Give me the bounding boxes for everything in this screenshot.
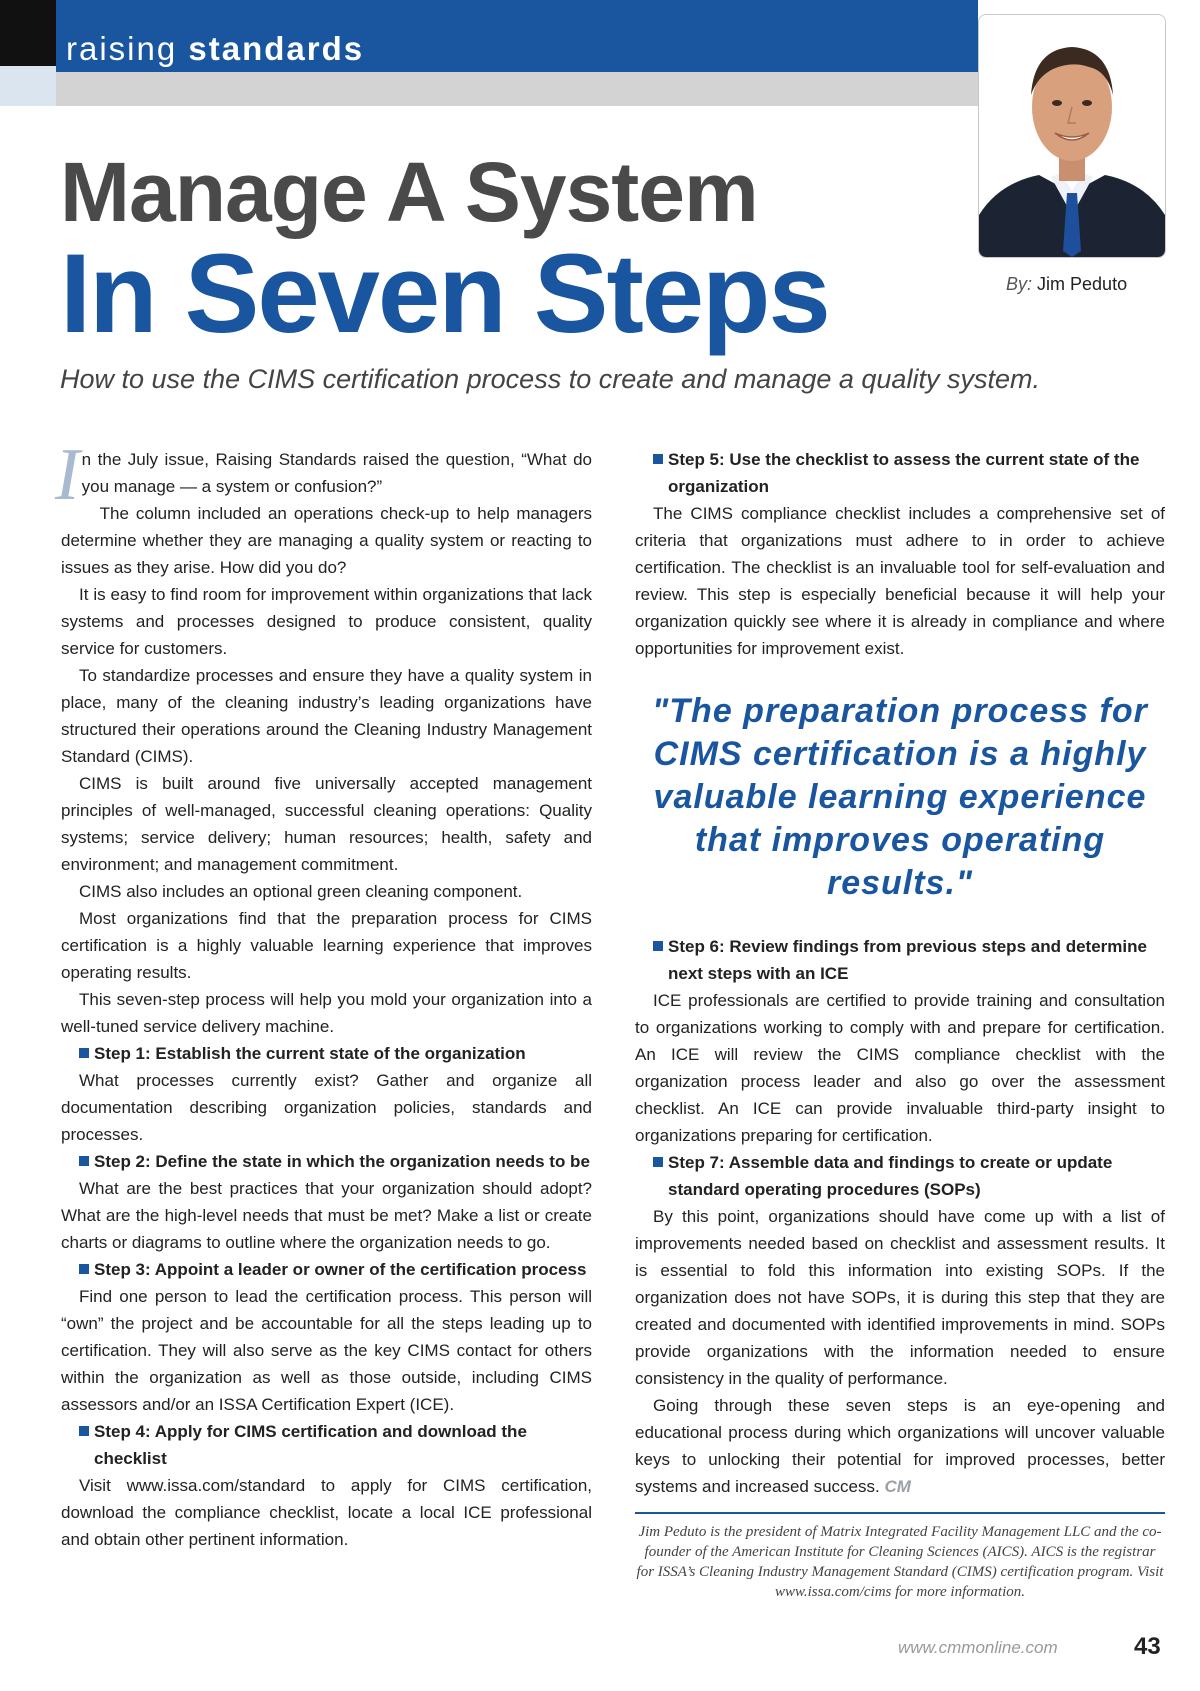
step-2-label: Step 2: Define the state in which the organization needs to be xyxy=(94,1152,590,1171)
author-photo xyxy=(978,14,1166,258)
square-bullet-icon xyxy=(653,454,663,464)
square-bullet-icon xyxy=(653,941,663,951)
article-deck: How to use the CIMS certification process to create and manage a quality system. xyxy=(60,364,1040,394)
paragraph-4: To standardize processes and ensure they have a quality system in place, many of the cleaning industry’s leading organizations have structured their operations around the Cleaning Industry Management Standard (CIMS). xyxy=(61,666,592,766)
section-label-light: raising xyxy=(66,30,178,67)
closing-paragraph xyxy=(635,1392,1165,1500)
author-portrait-image xyxy=(979,15,1165,257)
right-column xyxy=(635,446,1165,1500)
byline xyxy=(1006,274,1127,295)
paragraph-5: CIMS is built around five universally accepted management principles of well-managed, successful cleaning operations: Quality systems; service delivery; human resources; health, safety and environment; and management commitment. xyxy=(61,774,592,874)
step-4-text: Visit www.issa.com/standard to apply for CIMS certification, download the compliance checklist, locate a local ICE professional and obtain other pertinent information. xyxy=(61,1476,592,1549)
closing-text: Going through these seven steps is an eye-opening and educational process during which organizations will uncover valuable keys to unlocking their potential for improved processes, better systems and increased success. xyxy=(635,1396,1165,1496)
step-3-heading xyxy=(61,1256,592,1283)
paragraph-3: It is easy to find room for improvement within organizations that lack systems and processes designed to produce consistent, quality service for customers. xyxy=(61,585,592,658)
footer-url[interactable]: www.cmmonline.com xyxy=(898,1638,1058,1657)
byline-prefix: By: xyxy=(1006,274,1033,294)
left-column xyxy=(55,434,592,1553)
headline-line-1: Manage A System xyxy=(60,145,758,239)
square-bullet-icon xyxy=(79,1426,89,1436)
step-1-label: Step 1: Establish the current state of the organization xyxy=(94,1044,526,1063)
page-number: 43 xyxy=(1134,1633,1161,1660)
square-bullet-icon xyxy=(79,1048,89,1058)
byline-author: Jim Peduto xyxy=(1037,274,1128,294)
corner-black-tab xyxy=(0,0,56,66)
section-label-bold: standards xyxy=(188,30,365,67)
intro-text: n the July issue, Raising Standards raised the question, “What do you manage — a system or confusion?” xyxy=(81,450,592,496)
step-6-heading xyxy=(635,933,1165,987)
step-5-heading xyxy=(635,446,1165,500)
step-3-text: Find one person to lead the certification process. This person will “own” the project and be accountable for all the steps leading up to certification. They will also serve as the key CIMS contact for others within the organization as well as those outside, including CIMS assessors and/or an ISSA Certification Expert (ICE). xyxy=(61,1287,592,1414)
step-7-text: By this point, organizations should have come up with a list of improvements needed based on checklist and assessment results. It is essential to fold this information into existing SOPs. If the organization does not have SOPs, it is during this step that they are created and documented with identified improvements in mind. SOPs provide organizations with the information needed to ensure consistency in the quality of performance. xyxy=(635,1207,1165,1388)
section-label xyxy=(66,32,364,65)
step-7-heading xyxy=(635,1149,1165,1203)
step-5-label: Step 5: Use the checklist to assess the current state of the organization xyxy=(668,450,1140,496)
paragraph-6: CIMS also includes an optional green cleaning component. xyxy=(79,882,523,901)
section-header-gray-band xyxy=(56,72,978,106)
step-1-text: What processes currently exist? Gather and organize all documentation describing organization policies, standards and processes. xyxy=(61,1071,592,1144)
author-bio: Jim Peduto is the president of Matrix Integrated Facility Management LLC and the co-founder of the American Institute for Cleaning Sciences (AICS). AICS is the registrar for ISSA’s Cleaning Industry Management Standard (CIMS) certification program. Visit www.issa.com/cims for more information. xyxy=(635,1512,1165,1602)
corner-light-tab xyxy=(0,66,56,106)
step-6-text: ICE professionals are certified to provide training and consultation to organizations working to comply with and prepare for certification. An ICE will review the CIMS compliance checklist with the organization process leader and also go over the assessment checklist. An ICE can provide invaluable third-party insight to organizations preparing for certification. xyxy=(635,991,1165,1145)
drop-cap: I xyxy=(55,434,80,516)
paragraph-7: Most organizations find that the preparation process for CIMS certification is a highly valuable learning experience that improves operating results. xyxy=(61,909,592,982)
pull-quote: "The preparation process for CIMS certification is a highly valuable learning experience that improves operating results." xyxy=(652,692,1148,902)
step-2-heading xyxy=(61,1148,592,1175)
step-1-heading xyxy=(61,1040,592,1067)
square-bullet-icon xyxy=(79,1156,89,1166)
headline-line-2: In Seven Steps xyxy=(60,231,829,356)
square-bullet-icon xyxy=(79,1264,89,1274)
paragraph-2: The column included an operations check-up to help managers determine whether they are managing a quality system or reacting to issues as they arise. How did you do? xyxy=(61,504,592,577)
step-7-label: Step 7: Assemble data and findings to create or update standard operating procedures (SOPs) xyxy=(668,1153,1113,1199)
end-mark: CM xyxy=(884,1477,911,1496)
paragraph-8: This seven-step process will help you mold your organization into a well-tuned service delivery machine. xyxy=(61,990,592,1036)
step-3-label: Step 3: Appoint a leader or owner of the certification process xyxy=(94,1260,587,1279)
step-5-text: The CIMS compliance checklist includes a comprehensive set of criteria that organizations must adhere to in order to achieve certification. The checklist is an invaluable tool for self-evaluation and review. This step is especially beneficial because it will help your organization quickly see where it is already in compliance and where opportunities for improvement exist. xyxy=(635,504,1165,658)
step-4-heading xyxy=(61,1418,592,1472)
square-bullet-icon xyxy=(653,1157,663,1167)
intro-paragraph xyxy=(55,434,592,516)
step-4-label: Step 4: Apply for CIMS certification and download the checklist xyxy=(94,1422,527,1468)
step-2-text: What are the best practices that your organization should adopt? What are the high-level needs that must be met? Make a list or create charts or diagrams to outline where the organization needs to go. xyxy=(61,1179,592,1252)
step-6-label: Step 6: Review findings from previous steps and determine next steps with an ICE xyxy=(668,937,1147,983)
